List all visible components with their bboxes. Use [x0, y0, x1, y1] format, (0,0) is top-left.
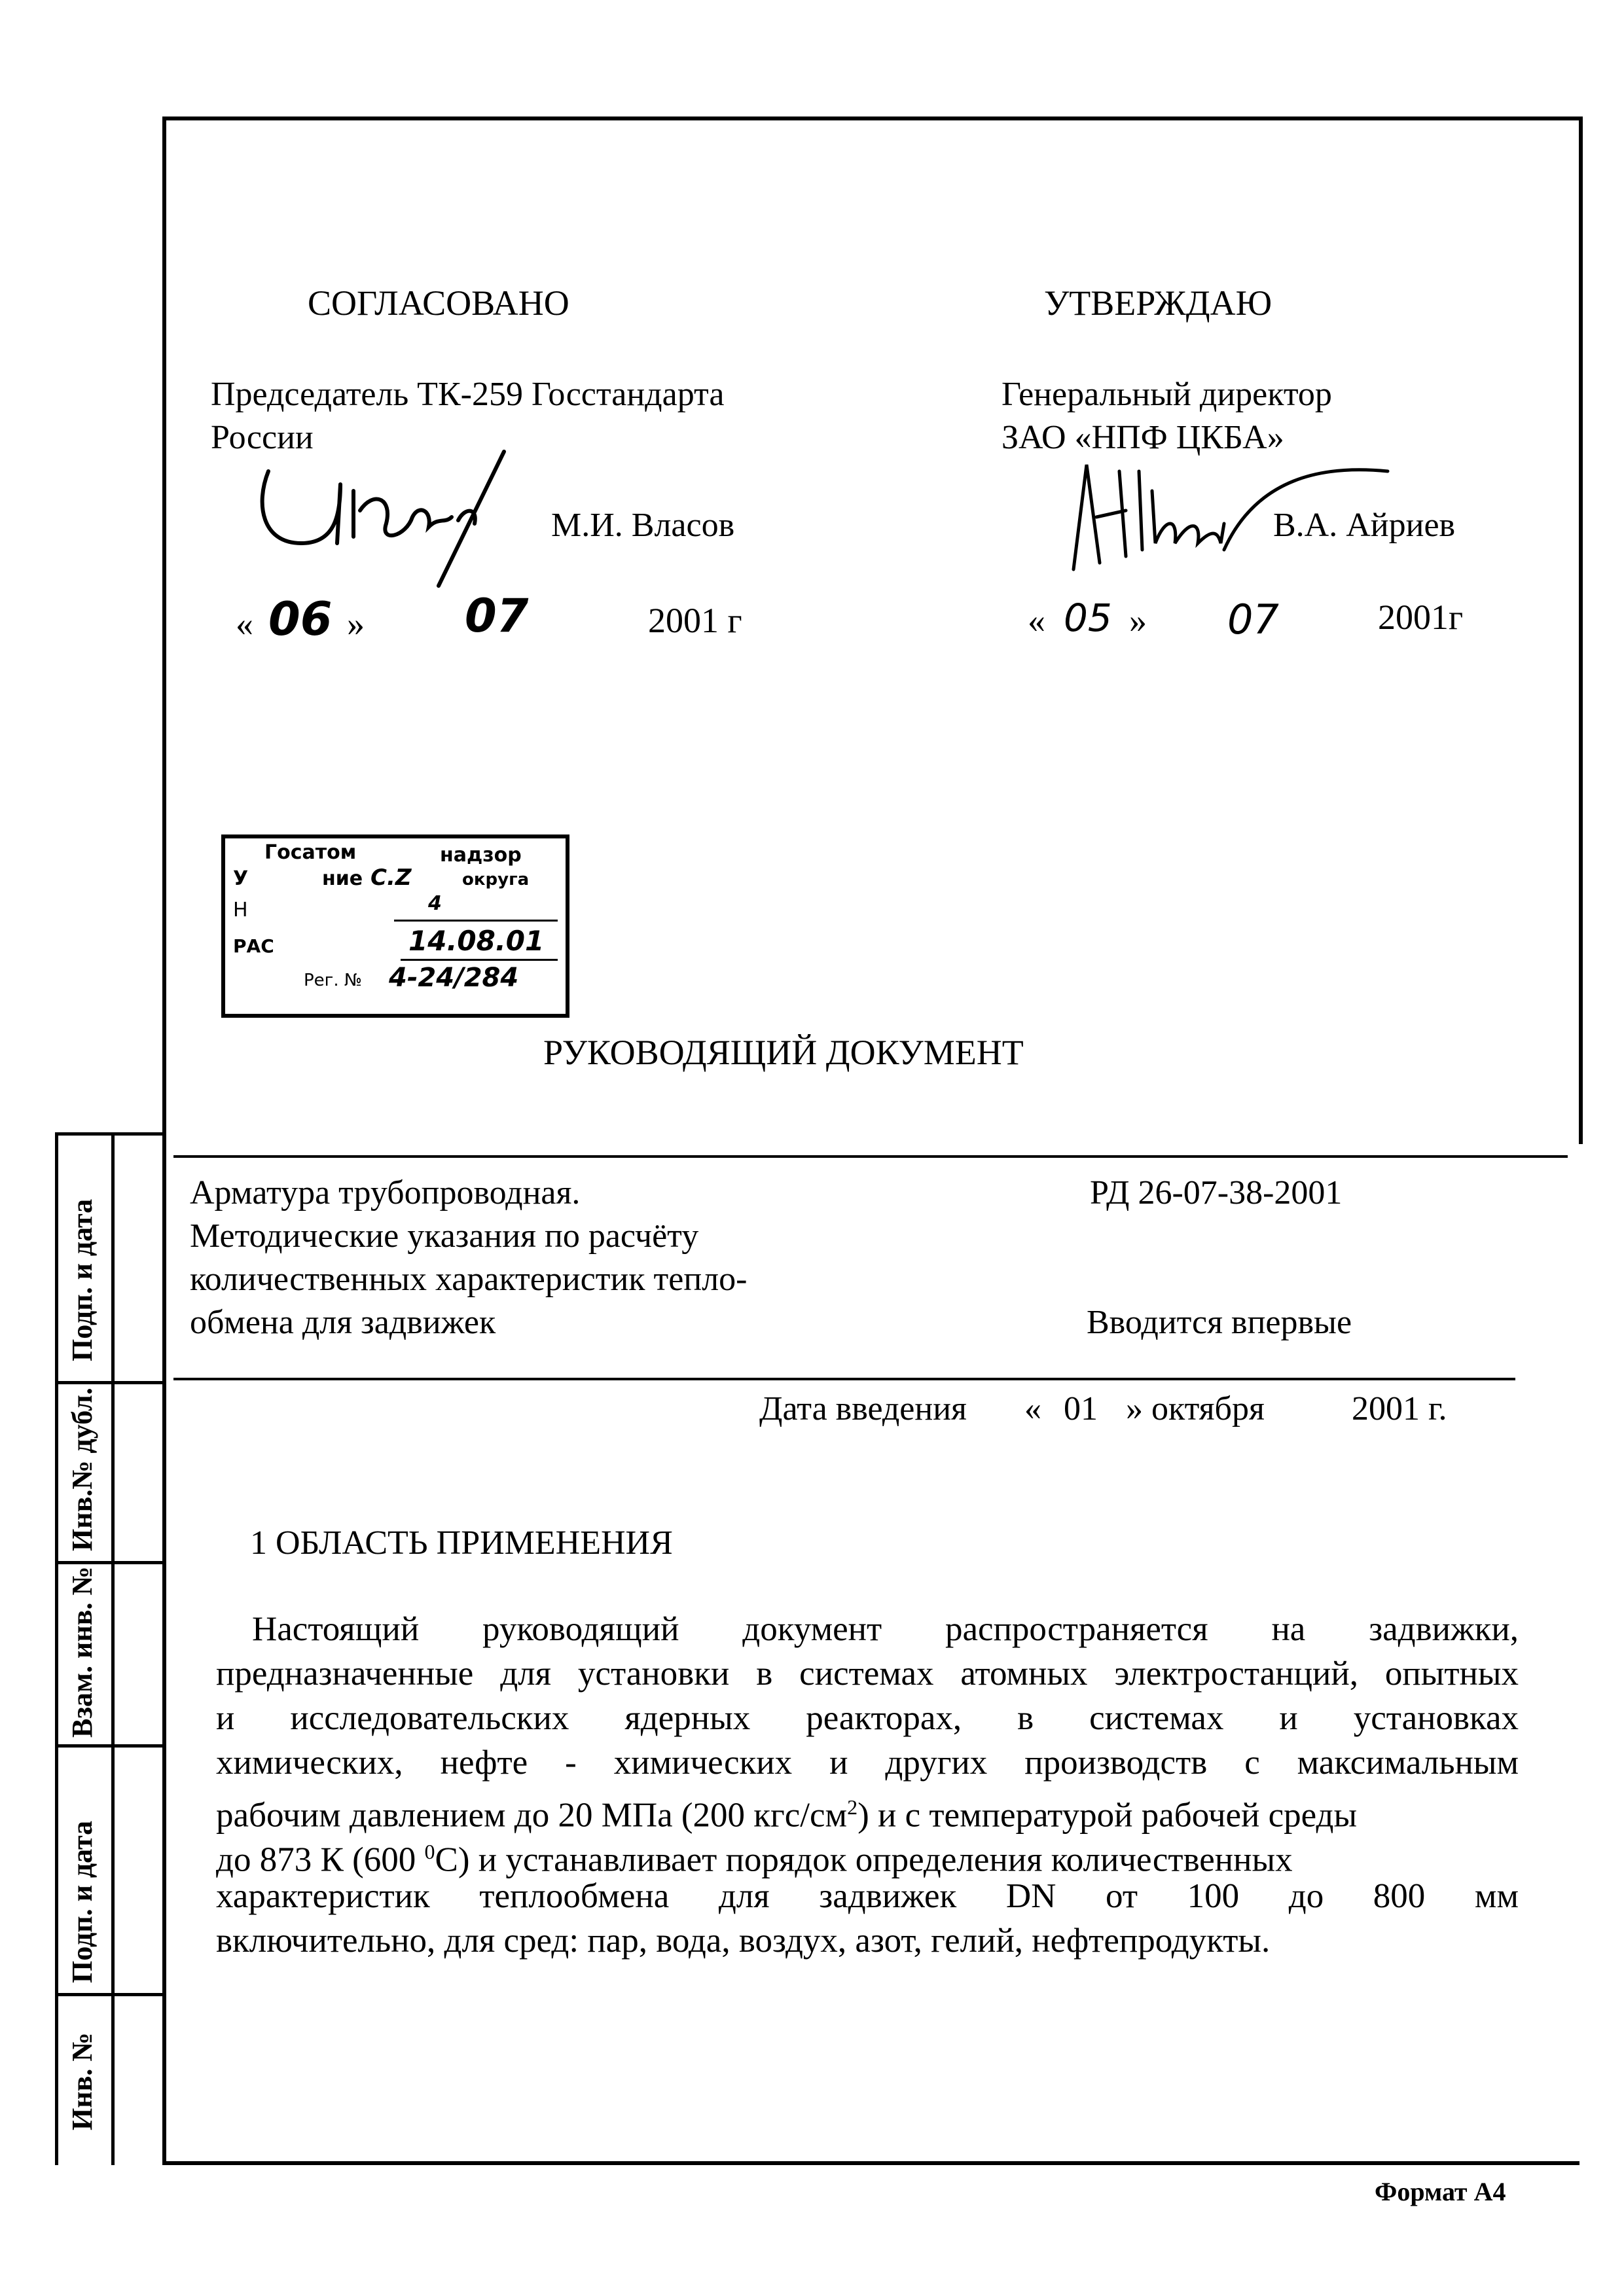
stamp-line2b: ние — [322, 867, 363, 890]
approval-left-year: 2001 г — [648, 601, 742, 640]
side-stamp-div1 — [55, 1381, 166, 1384]
approval-left-day: 06 — [268, 592, 333, 646]
side-label-3: Взам. инв. № — [66, 1566, 98, 1738]
title-line-3: количественных характеристик тепло- — [190, 1261, 748, 1298]
stamp-line5: Рег. № — [304, 971, 362, 990]
paragraph-line-1: Настоящий руководящий документ распространяется на задвижки, — [252, 1610, 1519, 1648]
approval-right-heading: УТВЕРЖДАЮ — [1044, 283, 1272, 323]
frame-top — [162, 117, 1583, 120]
stamp-line4b: 14.08.01 — [408, 925, 545, 957]
approval-right-year: 2001г — [1378, 598, 1464, 637]
approval-right-name: В.А. Айриев — [1273, 507, 1456, 544]
paragraph-line-5b: ) и с температурой рабочей среды — [857, 1796, 1358, 1835]
paragraph-line-3: и исследовательских ядерных реакторах, в системах и установках — [216, 1699, 1519, 1737]
approval-left-position-1: Председатель ТК-259 Госстандарта — [211, 376, 725, 413]
title-block-bottom-rule — [173, 1378, 1515, 1380]
registration-stamp — [221, 834, 569, 1018]
document-status: Вводится впервые — [1087, 1304, 1352, 1341]
stamp-line1a: Госатом — [264, 841, 357, 864]
document-type: РУКОВОДЯЩИЙ ДОКУМЕНТ — [543, 1033, 1024, 1072]
paragraph-line-6a: до 873 К (600 — [216, 1840, 425, 1879]
side-label-1: Подп. и дата — [66, 1198, 98, 1361]
stamp-line5b: 4-24/284 — [389, 963, 519, 993]
approval-left-position-2: России — [211, 419, 314, 456]
title-line-1: Арматура трубопроводная. — [190, 1174, 581, 1211]
title-block-top-rule — [173, 1155, 1568, 1158]
side-label-2: Инв.№ дубл. — [66, 1388, 98, 1551]
side-label-4: Подп. и дата — [66, 1820, 98, 1983]
stamp-line3b: 4 — [428, 892, 442, 915]
intro-date-year: 2001 г. — [1352, 1390, 1447, 1427]
side-stamp-div4 — [55, 1993, 166, 1996]
paragraph-line-2: предназначенные для установки в системах атомных электростанций, опытных — [216, 1655, 1519, 1693]
side-stamp-mid — [111, 1132, 115, 2165]
approval-left-heading: СОГЛАСОВАНО — [308, 283, 569, 323]
paragraph-line-8: включительно, для сред: пар, вода, воздух, азот, гелий, нефтепродукты. — [216, 1922, 1271, 1960]
approval-left-name: М.И. Власов — [551, 507, 735, 544]
superscript-0: 0 — [424, 1840, 435, 1863]
intro-date-month: » октября — [1126, 1390, 1265, 1427]
approval-right-month: 07 — [1227, 596, 1279, 643]
stamp-line4: РАС — [233, 935, 274, 957]
superscript-2: 2 — [847, 1795, 858, 1819]
paragraph-line-6b: С) и устанавливает порядок определения количественных — [435, 1840, 1293, 1879]
section-heading: 1 ОБЛАСТЬ ПРИМЕНЕНИЯ — [250, 1524, 673, 1562]
paragraph-line-5a: рабочим давлением до 20 МПа (200 кгс/см — [216, 1796, 848, 1835]
frame-bottom — [162, 2161, 1579, 2165]
approval-left-quote-close: » — [347, 604, 365, 643]
stamp-line1b: надзор — [440, 844, 522, 867]
intro-date-quote-open: « — [1024, 1390, 1041, 1427]
side-stamp-div2 — [55, 1561, 166, 1564]
side-stamp-div3 — [55, 1744, 166, 1748]
stamp-line2: У — [233, 867, 249, 890]
stamp-line2c: С.Z — [370, 865, 412, 891]
side-stamp-top — [55, 1132, 166, 1136]
approval-left-quote-open: « — [236, 604, 253, 643]
side-label-5: Инв. № — [66, 2032, 98, 2130]
stamp-underline-1 — [394, 920, 558, 922]
stamp-line2d: округа — [462, 870, 530, 889]
stamp-line3: Н — [233, 899, 248, 922]
intro-date-label: Дата введения — [759, 1390, 967, 1427]
title-line-2: Методические указания по расчёту — [190, 1217, 699, 1255]
side-stamp-outer-left — [55, 1132, 58, 2165]
frame-left — [162, 117, 166, 2165]
approval-right-position-2: ЗАО «НПФ ЦКБА» — [1001, 419, 1284, 456]
approval-right-day: 05 — [1064, 596, 1112, 640]
paragraph-line-7: характеристик теплообмена для задвижек DN от 100 до 800 мм — [216, 1877, 1519, 1915]
approval-right-quote-close: » — [1129, 601, 1147, 640]
frame-right — [1579, 117, 1583, 1144]
stamp-underline-2 — [401, 959, 558, 961]
approval-left-month: 07 — [465, 589, 529, 643]
intro-date-day: 01 — [1064, 1390, 1098, 1427]
approval-right-quote-open: « — [1028, 601, 1045, 640]
page-format: Формат А4 — [1375, 2177, 1506, 2206]
signature-left — [242, 445, 537, 589]
title-line-4: обмена для задвижек — [190, 1304, 496, 1341]
document-code: РД 26-07-38-2001 — [1090, 1174, 1343, 1211]
approval-right-position-1: Генеральный директор — [1001, 376, 1332, 413]
paragraph-line-4: химических, нефте - химических и других производств с максимальным — [216, 1744, 1519, 1782]
